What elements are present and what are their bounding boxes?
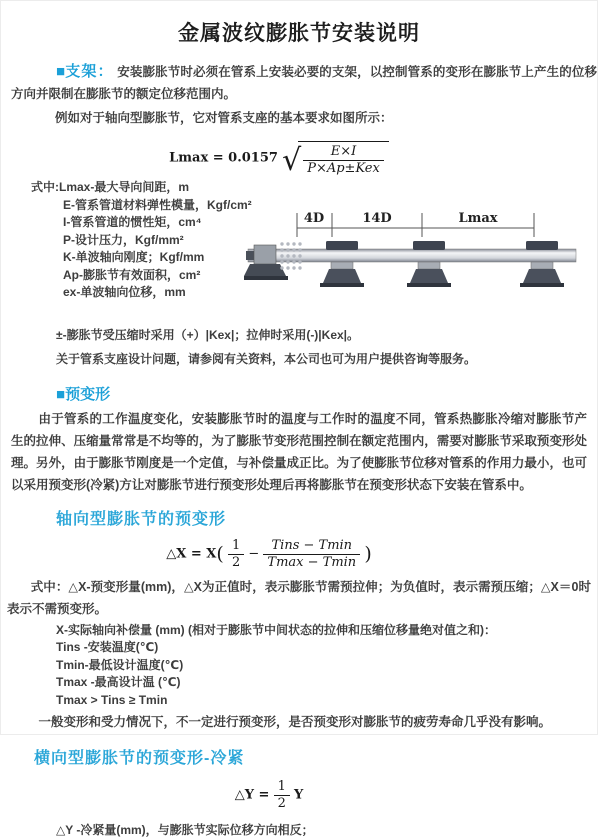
fraction-numerator: 1 xyxy=(274,780,290,796)
legend-line: Tmax > Tins ≥ Tmin xyxy=(56,692,168,707)
fraction-numerator: 1 xyxy=(228,539,244,555)
variable-line: K-单波轴向刚度；Kgf/mm xyxy=(63,250,205,265)
sqrt-denominator: P×Ap±Kex xyxy=(307,160,380,176)
legend-line: Tmax -最高设计温 (℃) xyxy=(56,675,181,690)
support-heading: 支架： xyxy=(65,63,114,80)
fraction-denominator: 2 xyxy=(277,795,286,811)
open-paren: ( xyxy=(216,543,224,566)
legend-line: Tins -安装温度(℃) xyxy=(56,640,159,655)
axial-note: 一般变形和受力情况下，不一定进行预变形，是否预变形对膨胀节的疲劳寿命几乎没有影响。 xyxy=(38,715,552,730)
pipe-support-diagram xyxy=(244,207,594,307)
one-half-fraction xyxy=(228,539,244,569)
blue-square-icon: ■ xyxy=(56,63,66,80)
axial-legend-intro: 式中：△X-预变形量(mm)，△X为正值时，表示膨胀节需预拉伸；为负值时，表示需预压缩；△X＝0时表示不需预变形。 xyxy=(7,579,591,616)
transverse-note: △Y -冷紧量(mm)，与膨胀节实际位移方向相反； xyxy=(56,823,314,838)
dimension-label-14d: 14D xyxy=(362,211,392,227)
dimension-label-4d: 4D xyxy=(303,211,325,227)
guide-support-3 xyxy=(520,241,564,287)
lmax-formula xyxy=(1,141,557,179)
axial-subheading: 轴向型膨胀节的预变形 xyxy=(56,511,227,529)
axial-formula xyxy=(1,539,537,569)
support-intro-text: 安装膨胀节时必须在管系上安装必要的支架，以控制管系的变形在膨胀节上产生的位移方向并限制在膨胀节的额定位移范围内。 xyxy=(11,65,597,101)
guide-support-1 xyxy=(320,241,364,287)
page-title: 金属波纹膨胀节安装说明 xyxy=(178,22,420,45)
plus-minus-note: ±-膨胀节受压缩时采用（+）|Kex|；拉伸时采用(-)|Kex|。 xyxy=(56,328,360,343)
dimension-lines xyxy=(297,213,534,237)
minus-sign: − xyxy=(248,546,260,562)
legend-line: X-实际轴向补偿量 (mm) (相对于膨胀节中间状态的拉伸和压缩位移量绝对值之和)： xyxy=(56,622,496,637)
dimension-label-lmax: Lmax xyxy=(458,211,498,227)
transverse-subheading: 横向型膨胀节的预变形-冷紧 xyxy=(34,750,245,768)
variable-line: I-管系管道的惯性矩，cm⁴ xyxy=(63,215,202,230)
service-note: 关于管系支座设计问题，请参阅有关资料，本公司也可为用户提供咨询等服务。 xyxy=(56,352,477,367)
temperature-fraction xyxy=(263,539,360,569)
variable-line: E-管系管道材料弹性模量，Kgf/cm² xyxy=(63,197,252,212)
variables-and-diagram xyxy=(1,179,597,321)
sqrt-fraction xyxy=(303,145,384,175)
lmax-formula-lhs: Lmax = 0.0157 xyxy=(169,150,278,166)
axial-legend-list xyxy=(56,622,597,710)
close-paren: ) xyxy=(364,543,372,566)
predeform-heading-text: 预变形 xyxy=(65,386,111,404)
variable-line: Ap-膨胀节有效面积，cm² xyxy=(63,267,201,282)
radical-sign: √ xyxy=(282,143,302,179)
support-example-text: 例如对于轴向型膨胀节，它对管系支座的基本要求如图所示： xyxy=(55,111,393,125)
fraction-denominator: 2 xyxy=(231,554,241,570)
variable-line: P-设计压力，Kgf/mm² xyxy=(63,232,184,247)
axial-formula-lhs: △X = X xyxy=(166,546,217,562)
predeform-section-heading xyxy=(56,383,597,404)
transverse-formula-rhs: Y xyxy=(293,787,304,803)
sqrt-expression xyxy=(282,141,389,179)
one-half-fraction xyxy=(274,780,290,810)
predeform-body-text: 由于管系的工作温度变化，安装膨胀节时的温度与工作时的温度不同，管系热膨胀冷缩对膨胀节产生的拉伸、压缩量常常是不均等的，为了膨胀节变形范围控制在额定范围内，需要对膨胀节采取预变形处理。另外，由于膨胀节刚度是一个定值，与补偿量成正比。为了使膨胀节位移对管系的作用力最小，也可以采用预变形(冷紧)方让对膨胀节进行预变形处理后再将膨胀节在预变形状态下安装在管系中。 xyxy=(11,412,587,493)
variable-line: 式中:Lmax-最大导向间距，m xyxy=(31,180,190,195)
variable-line: ex-单波轴向位移，mm xyxy=(63,285,186,300)
fraction-denominator: Tmax − Tmin xyxy=(267,554,357,570)
legend-line: Tmin-最低设计温度(℃) xyxy=(56,657,184,672)
blue-square-icon: ■ xyxy=(56,386,66,404)
pipe xyxy=(248,249,576,262)
support-section-heading-line xyxy=(11,61,597,105)
transverse-formula-lhs: △Y = xyxy=(234,787,270,803)
fraction-numerator: Tins − Tmin xyxy=(263,539,360,555)
transverse-formula xyxy=(1,780,537,810)
guide-support-2 xyxy=(407,241,451,287)
sqrt-numerator: E×I xyxy=(303,145,384,161)
